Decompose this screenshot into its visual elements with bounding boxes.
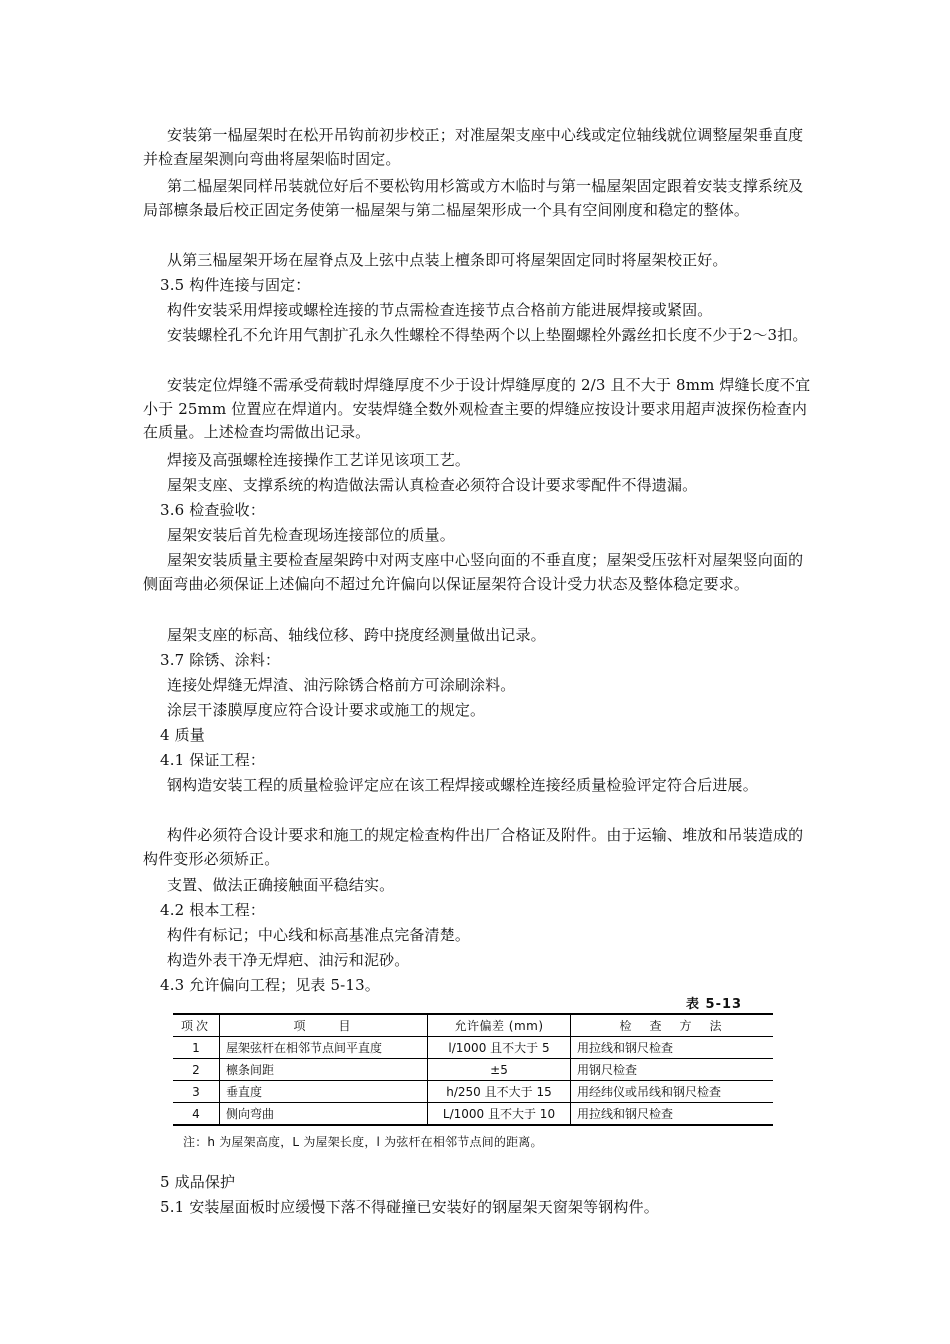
- table-caption: 表 5-13: [686, 997, 743, 1012]
- paragraph-second-truss-install: 第二榀屋架同样吊装就位好后不要松钩用杉篙或方木临时与第一榀屋架固定跟着安装支撑系统及局部檩条最后校正固定务使第一榀屋架与第二榀屋架形成一个具有空间刚度和稳定的整体。: [143, 177, 804, 219]
- paragraph-component-requirements: 构件必须符合设计要求和施工的规定检查构件出厂合格证及附件。由于运输、堆放和吊装造成的构件变形必须矫正。: [143, 826, 804, 868]
- section-heading-3-7: 3.7 除锈、涂料：: [160, 651, 281, 669]
- header-tolerance: 允许偏差 (mm): [428, 1014, 571, 1037]
- header-method: 检 查 方 法: [571, 1014, 774, 1037]
- cell-item: 檩条间距: [220, 1059, 428, 1081]
- section-heading-4: 4 质量: [160, 726, 205, 744]
- cell-item: 垂直度: [220, 1081, 428, 1103]
- paragraph-support-method: 支置、做法正确接触面平稳结实。: [167, 876, 395, 894]
- paragraph-rust-removal: 连接处焊缝无焊渣、油污除锈合格前方可涂刷涂料。: [167, 676, 516, 694]
- table-row: [173, 1081, 773, 1103]
- cell-item: 侧向弯曲: [220, 1103, 428, 1126]
- section-heading-4-2: 4.2 根本工程：: [160, 901, 265, 919]
- cell-tolerance: h/250 且不大于 15: [428, 1081, 571, 1103]
- cell-number: 4: [173, 1103, 220, 1126]
- header-item: 项 目: [220, 1014, 428, 1037]
- paragraph-third-truss-install: 从第三榀屋架开场在屋脊点及上弦中点装上檀条即可将屋架固定同时将屋架校正好。: [167, 251, 728, 269]
- paragraph-bolt-holes: 安装螺栓孔不允许用气割扩孔永久性螺栓不得垫两个以上垫圈螺栓外露丝扣长度不少于2～3扣。: [167, 326, 808, 344]
- tolerance-table: [173, 1013, 773, 1126]
- cell-method: 用经纬仪或吊线和钢尺检查: [571, 1081, 774, 1103]
- table-note: 注：h 为屋架高度，L 为屋架长度，l 为弦杆在相邻节点间的距离。: [183, 1135, 543, 1149]
- section-heading-3-5: 3.5 构件连接与固定：: [160, 276, 311, 294]
- cell-tolerance: ±5: [428, 1059, 571, 1081]
- paragraph-measurement-record: 屋架支座的标高、轴线位移、跨中挠度经测量做出记录。: [167, 626, 546, 644]
- cell-tolerance: L/1000 且不大于 10: [428, 1103, 571, 1126]
- cell-item: 屋架弦杆在相邻节点间平直度: [220, 1037, 428, 1059]
- paragraph-surface-clean: 构造外表干净无焊疤、油污和泥砂。: [167, 951, 410, 969]
- paragraph-site-joint-check: 屋架安装后首先检查现场连接部位的质量。: [167, 526, 455, 544]
- table-row: [173, 1059, 773, 1081]
- table-row: [173, 1037, 773, 1059]
- paragraph-bearing-bracing: 屋架支座、支撑系统的构造做法需认真检查必须符合设计要求零配件不得遗漏。: [167, 476, 698, 494]
- table-header-row: [173, 1014, 773, 1037]
- table-row: [173, 1103, 773, 1126]
- paragraph-joint-inspection: 构件安装采用焊接或螺栓连接的节点需检查连接节点合格前方能进展焊接或紧固。: [167, 301, 713, 319]
- paragraph-first-truss-install: 安装第一榀屋架时在松开吊钩前初步校正；对准屋架支座中心线或定位轴线就位调整屋架垂直度并检查屋架测向弯曲将屋架临时固定。: [143, 126, 804, 168]
- cell-number: 1: [173, 1037, 220, 1059]
- cell-method: 用钢尺检查: [571, 1059, 774, 1081]
- paragraph-welding-process: 焊接及高强螺栓连接操作工艺详见该项工艺。: [167, 451, 471, 469]
- cell-method: 用拉线和钢尺检查: [571, 1103, 774, 1126]
- header-item-number: 项次: [173, 1014, 220, 1037]
- cell-tolerance: l/1000 且不大于 5: [428, 1037, 571, 1059]
- paragraph-coating-thickness: 涂层干漆膜厚度应符合设计要求或施工的规定。: [167, 701, 486, 719]
- section-heading-3-6: 3.6 检查验收：: [160, 501, 265, 519]
- section-heading-4-3: 4.3 允许偏向工程；见表 5-13。: [160, 976, 380, 994]
- cell-number: 2: [173, 1059, 220, 1081]
- section-heading-5: 5 成品保护: [160, 1173, 236, 1191]
- paragraph-quality-evaluation: 钢构造安装工程的质量检验评定应在该工程焊接或螺栓连接经质量检验评定符合后进展。: [167, 776, 758, 794]
- paragraph-component-marks: 构件有标记；中心线和标高基准点完备清楚。: [167, 926, 471, 944]
- paragraph-tack-welds: 安装定位焊缝不需承受荷载时焊缝厚度不少于设计焊缝厚度的 2/3 且不大于 8mm 焊缝长度不宜小于 25mm 位置应在焊道内。安装焊缝全数外观检查主要的焊缝应按设计要求用超声波探伤检查内在质量。上述检查均需做出记录。: [143, 376, 811, 441]
- cell-number: 3: [173, 1081, 220, 1103]
- section-heading-4-1: 4.1 保证工程：: [160, 751, 265, 769]
- paragraph-quality-check: 屋架安装质量主要检查屋架跨中对两支座中心竖向面的不垂直度；屋架受压弦杆对屋架竖向面的侧面弯曲必须保证上述偏向不超过允许偏向以保证屋架符合设计受力状态及整体稳定要求。: [143, 551, 804, 593]
- paragraph-5-1: 5.1 安装屋面板时应缓慢下落不得碰撞已安装好的钢屋架天窗架等钢构件。: [160, 1198, 659, 1216]
- cell-method: 用拉线和钢尺检查: [571, 1037, 774, 1059]
